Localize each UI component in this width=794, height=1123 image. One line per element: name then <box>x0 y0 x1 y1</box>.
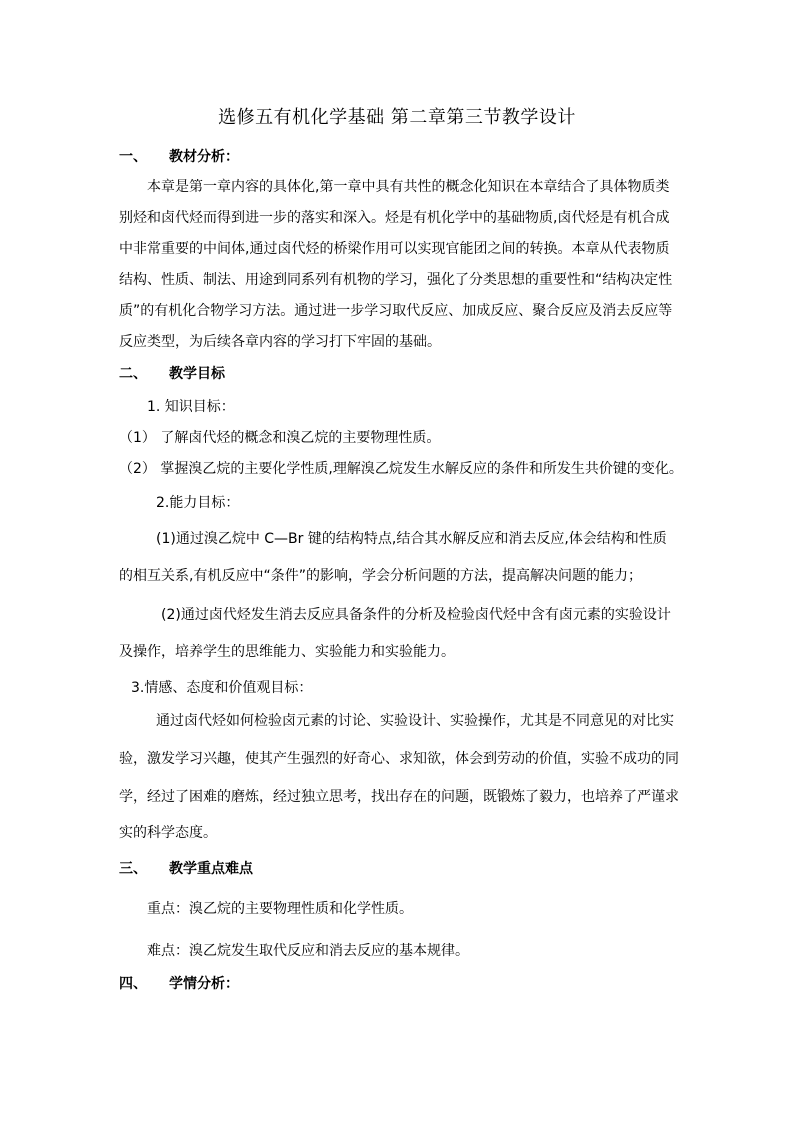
knowledge-goal-item <box>119 427 440 447</box>
document-title: 选修五有机化学基础 第二章第三节教学设计 <box>218 107 576 128</box>
paragraph-line: 验，激发学习兴趣，使其产生强烈的好奇心、求知欲，体会到劳动的价值，实验不成功的同 <box>119 751 679 767</box>
ability-goal-label: 2.能力目标： <box>156 495 240 511</box>
paragraph-line: 结构、性质、制法、用途到同系列有机物的学习，强化了分类思想的重要性和“结构决定性 <box>119 272 673 288</box>
section-number: 三、 <box>119 861 147 877</box>
difficult-point: 难点：溴乙烷发生取代反应和消去反应的基本规律。 <box>147 943 469 959</box>
section-heading-4 <box>119 973 239 993</box>
item-number: （1） <box>119 430 156 446</box>
section-heading-1 <box>119 146 239 166</box>
paragraph-line: 本章是第一章内容的具体化,第一章中具有共性的概念化知识在本章结合了具体物质类 <box>147 179 670 195</box>
paragraph-line: 通过卤代烃如何检验卤元素的讨论、实验设计、实验操作，尤其是不同意见的对比实 <box>156 713 674 729</box>
section-title: 教学目标 <box>169 366 225 382</box>
item-number: （2） <box>119 461 156 477</box>
section-number: 一、 <box>119 149 147 165</box>
knowledge-goal-label: 1. 知识目标： <box>147 399 235 415</box>
section-number: 二、 <box>119 366 147 382</box>
paragraph-line: 质”的有机化合物学习方法。通过进一步学习取代反应、加成反应、聚合反应及消去反应等 <box>119 303 673 319</box>
section-title: 教材分析： <box>169 149 239 165</box>
section-title: 学情分析： <box>169 976 239 992</box>
paragraph-line: 反应类型，为后续各章内容的学习打下牢固的基础。 <box>119 334 441 350</box>
paragraph-line: 学，经过了困难的磨炼，经过独立思考，找出存在的问题，既锻炼了毅力，也培养了严谨求 <box>119 789 679 805</box>
key-point: 重点：溴乙烷的主要物理性质和化学性质。 <box>147 901 413 917</box>
paragraph-line: (2)通过卤代烃发生消去反应具备条件的分析及检验卤代烃中含有卤元素的实验设计 <box>161 607 671 623</box>
paragraph-line: 别烃和卤代烃而得到进一步的落实和深入。烃是有机化学中的基础物质,卤代烃是有机合成 <box>119 210 670 226</box>
knowledge-goal-item <box>119 458 683 478</box>
paragraph-line: 及操作，培养学生的思维能力、实验能力和实验能力。 <box>119 644 455 660</box>
section-heading-2 <box>119 363 225 383</box>
emotion-goal-label: 3.情感、态度和价值观目标： <box>131 680 313 696</box>
item-text: 了解卤代烃的概念和溴乙烷的主要物理性质。 <box>160 430 441 446</box>
paragraph-line: 的相互关系,有机反应中“条件”的影响，学会分析问题的方法，提高解决问题的能力； <box>119 568 642 584</box>
item-text: 掌握溴乙烷的主要化学性质,理解溴乙烷发生水解反应的条件和所发生共价键的变化。 <box>160 461 683 477</box>
paragraph-line: 实的科学态度。 <box>119 825 217 841</box>
paragraph-line: (1)通过溴乙烷中 C—Br 键的结构特点,结合其水解反应和消去反应,体会结构和性质 <box>156 531 667 547</box>
section-title: 教学重点难点 <box>169 861 253 877</box>
section-heading-3 <box>119 858 253 878</box>
section-number: 四、 <box>119 976 147 992</box>
paragraph-line: 中非常重要的中间体,通过卤代烃的桥梁作用可以实现官能团之间的转换。本章从代表物质 <box>119 241 670 257</box>
